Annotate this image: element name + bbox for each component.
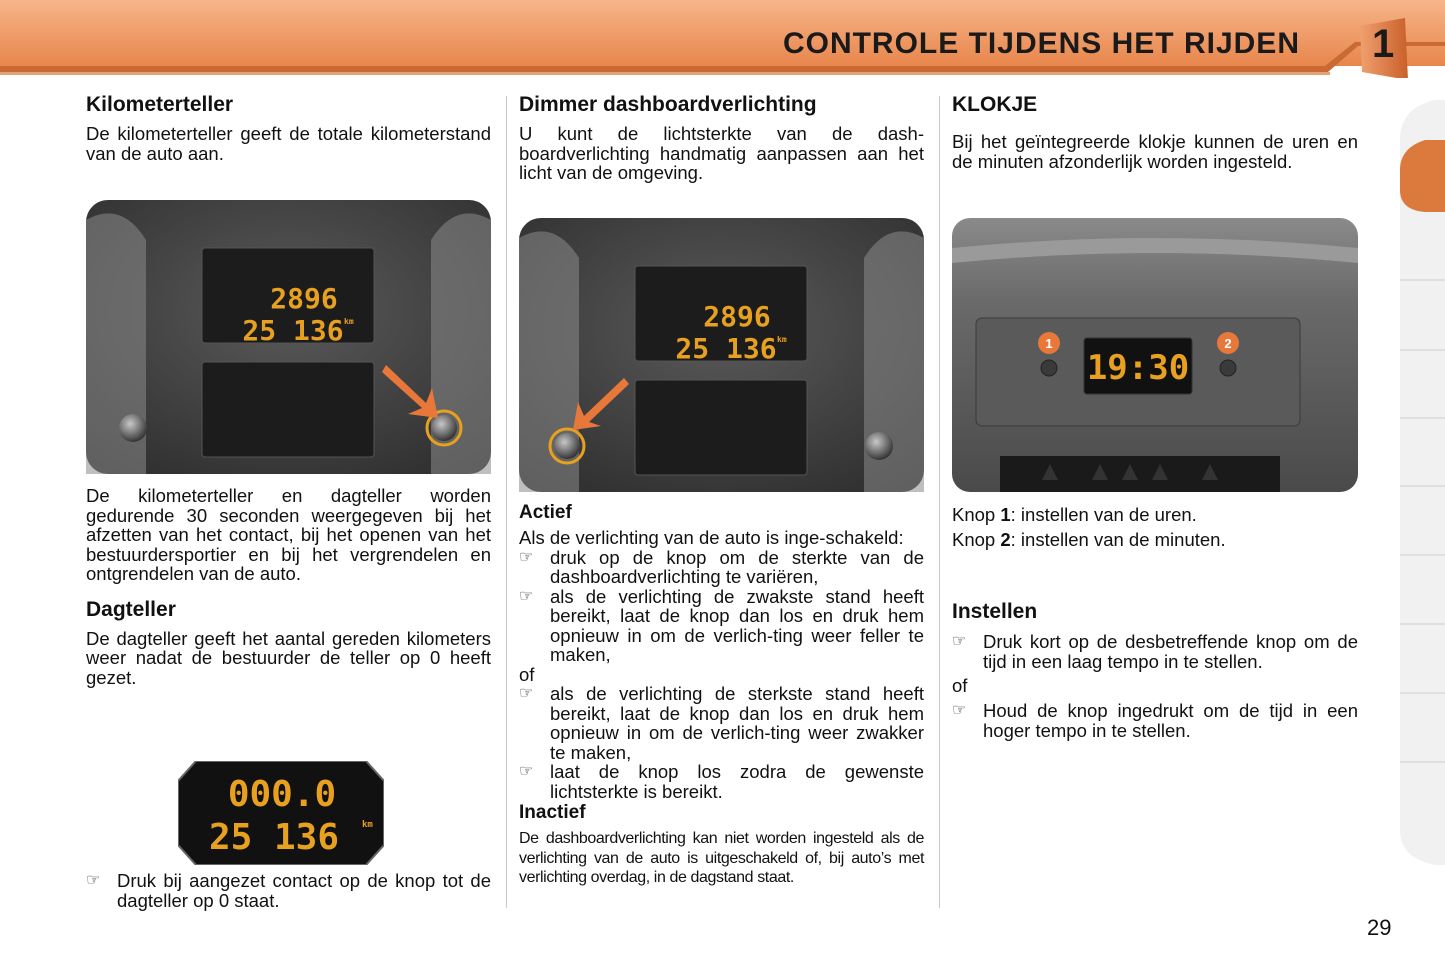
section-odometer-body [86,486,491,687]
list-item [519,587,924,665]
clock-photo [952,218,1358,492]
button-1-label: 1 [1045,336,1053,351]
tripmeter-line2: 25 136 [208,817,340,858]
clock-time: 19:30 [1086,348,1190,388]
bullet-text: Houd de knop ingedrukt om de tijd in een hoger tempo in te stellen. [983,700,1358,741]
odometer-unit: km [344,317,354,326]
list-item [86,871,491,910]
section-klokje-body [952,502,1358,740]
subsection-text: De dashboardverlichting kan niet worden ingesteld als de verlichting van de auto is uitgeschakeld of, bij auto’s met verlichting overdag, in de dagstand staat. [519,830,924,886]
chapter-number: 1 [1372,22,1395,66]
section-klokje [952,91,1358,171]
tripmeter-line1: 000.0 [227,774,337,815]
pointing-hand-icon: ☞ [519,587,534,605]
list-item [519,548,924,587]
list-item [519,684,924,762]
pointing-hand-icon: ☞ [519,685,534,702]
knop-2-text: Knop 2: instellen van de minuten. [952,529,1226,550]
odometer-line2: 25 136 [242,314,344,347]
button-2-label: 2 [1224,336,1232,351]
page-title: CONTROLE TIJDENS HET RIJDEN [782,27,1300,60]
odometer-unit: km [777,335,787,344]
section-title-dagteller: Dagteller [86,597,176,621]
bullet-text: Druk bij aangezet contact op de knop tot de dagteller op 0 staat. [117,870,491,911]
section-dimmer-body [519,501,924,888]
bullet-text: als de verlichting de zwakste stand heeft bereikt, laat de knop dan los en druk hem opnieuw in om de verlich-ting weer feller te maken, [550,585,924,665]
dimmer-photo [519,218,924,492]
section-title-instellen: Instellen [952,600,1038,623]
section-title: Dimmer dashboardverlichting [519,93,817,116]
list-item [952,701,1358,740]
subsection-title-inactief: Inactief [519,802,586,823]
section-intro: Bij het geïntegreerde klokje kunnen de uren en de minuten afzonderlijk worden ingesteld. [952,131,1358,172]
pointing-hand-icon: ☞ [86,872,101,889]
subsection-intro: Als de verlichting van de auto is inge-schakeld: [519,527,904,548]
pointing-hand-icon: ☞ [952,633,967,650]
odometer-line2: 25 136 [675,332,777,365]
tripmeter-unit: km [362,820,373,830]
bullet-text: als de verlichting de sterkste stand heeft bereikt, laat de knop dan los en druk hem opnieuw in om de verlich-ting weer zwakker te maken, [550,683,924,763]
section-title: KLOKJE [952,93,1038,116]
page-header [0,0,1445,78]
section-dimmer [519,91,924,183]
page-number: 29 [1367,915,1392,940]
tripmeter-display [178,761,384,865]
or-text: of [519,663,535,685]
section-intro: De kilometerteller geeft de totale kilometerstand van de auto aan. [86,123,491,164]
or-text: of [952,675,968,696]
chapter-tabs [1395,100,1445,865]
odometer-photo [86,200,491,474]
subsection-title-actief: Actief [519,502,572,523]
knop-1-text: Knop 1: instellen van de uren. [952,504,1197,525]
odometer-line1: 2896 [703,300,771,333]
list-item [519,762,924,801]
pointing-hand-icon: ☞ [952,702,967,719]
pointing-hand-icon: ☞ [519,548,534,566]
pointing-hand-icon: ☞ [519,763,534,780]
bullet-text: druk op de knop om de sterkte van de dashboardverlichting te variëren, [550,546,924,587]
column-divider [506,96,507,908]
list-item [952,632,1358,671]
odometer-line1: 2896 [270,282,338,315]
section-title: Kilometerteller [86,93,234,116]
bullet-text: laat de knop los zodra de gewenste lichtsterkte is bereikt. [550,761,924,802]
section-kilometerteller [86,91,491,163]
section-text-dagteller: De dagteller geeft het aantal gereden kilometers weer nadat de bestuurder de teller op 0 heeft gezet. [86,627,491,688]
bullet-text: Druk kort op de desbetreffende knop om de tijd in een laag tempo in te stellen. [983,631,1358,672]
section-intro: U kunt de lichtsterkte van de dash-boardverlichting handmatig aanpassen aan het licht van de omgeving. [519,123,924,183]
section-body: De kilometerteller en dagteller worden gedurende 30 seconden weergegeven bij het afzetten van het contact, bij het openen van het bestuurdersportier en bij het vergrendelen en ontgrendelen van de auto. [86,485,491,584]
column-divider [939,96,940,908]
